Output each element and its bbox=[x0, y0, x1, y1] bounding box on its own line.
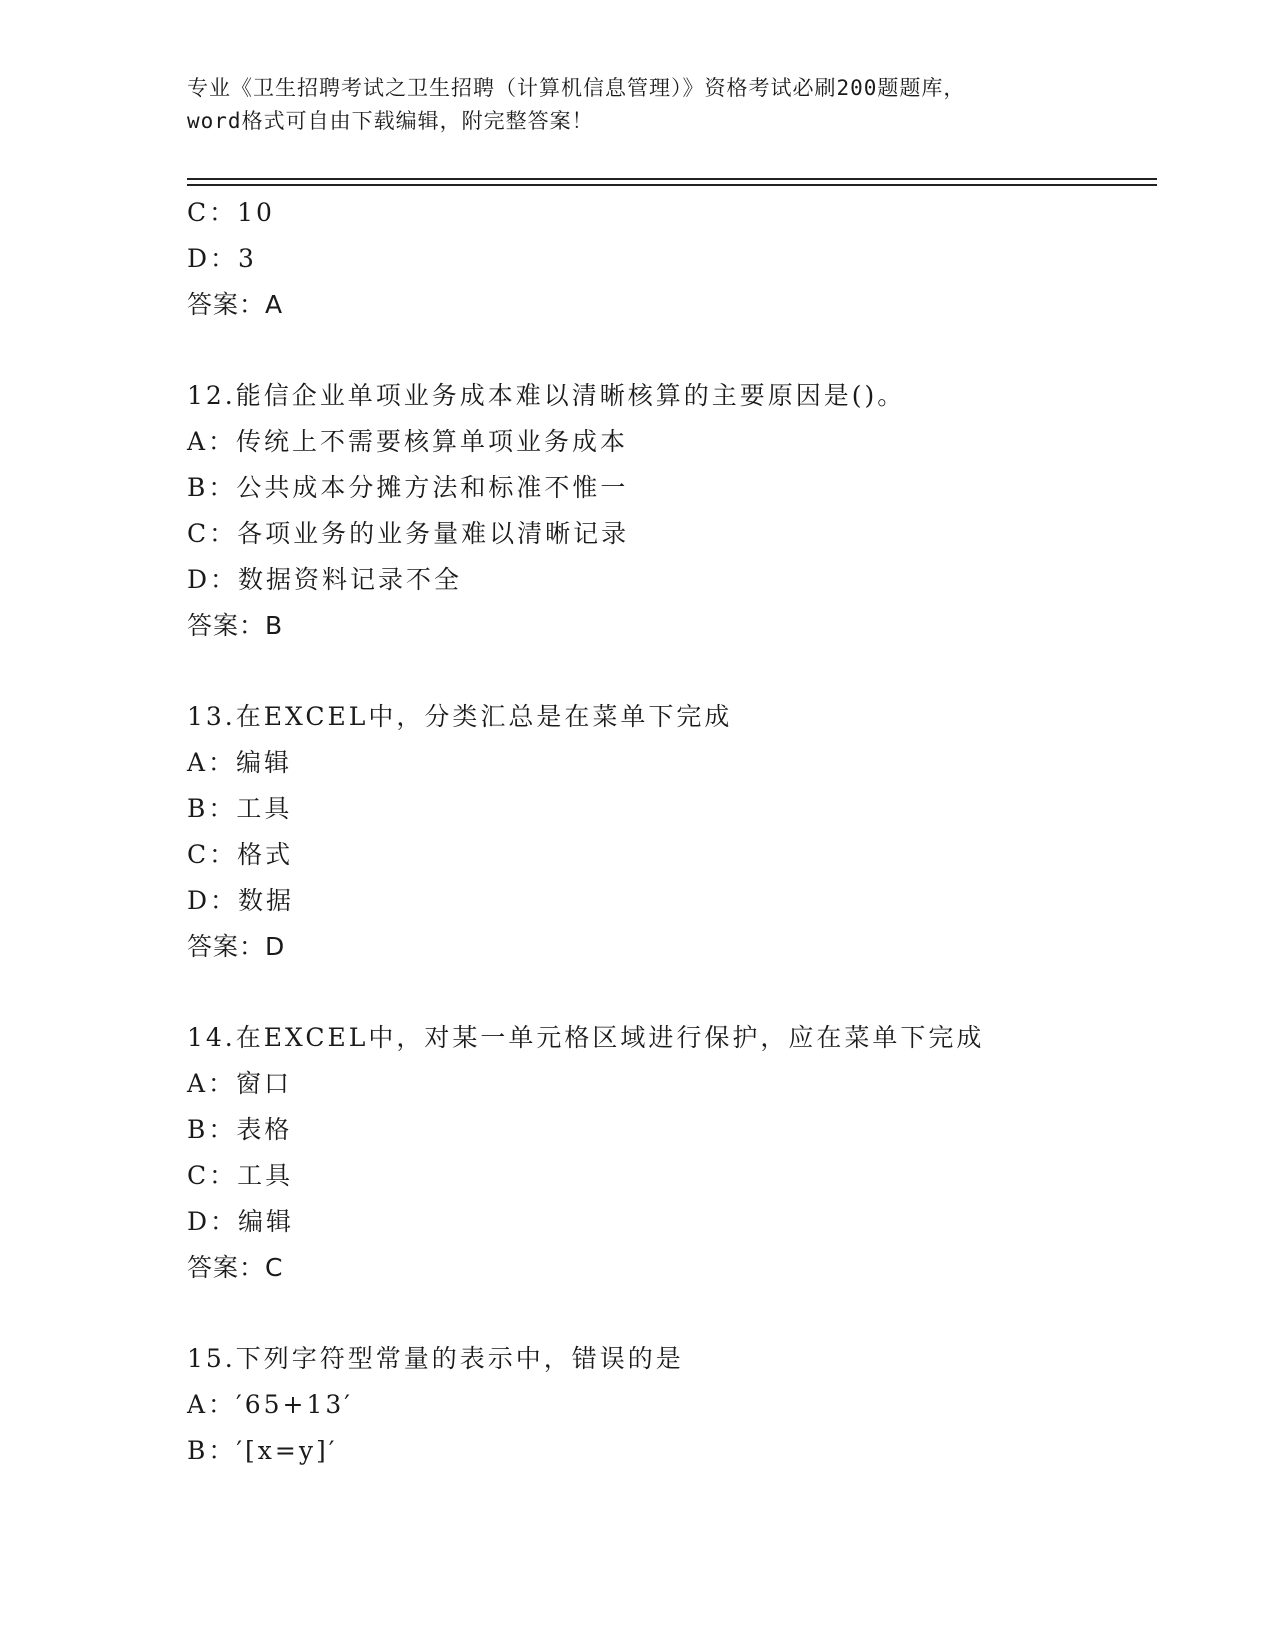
question-block-13 bbox=[187, 694, 1147, 970]
option-b: B：表格 bbox=[187, 1115, 293, 1144]
option-c: C：各项业务的业务量难以清晰记录 bbox=[187, 519, 630, 548]
option-d: D：数据资料记录不全 bbox=[187, 565, 463, 594]
option-d: D：数据 bbox=[187, 886, 295, 915]
header-title-line1: 专业《卫生招聘考试之卫生招聘（计算机信息管理）》资格考试必刷200题题库， bbox=[187, 76, 966, 100]
header-title-line2: word格式可自由下载编辑，附完整答案！ bbox=[187, 109, 594, 133]
option-c: C：格式 bbox=[187, 840, 294, 869]
question-block-prev bbox=[187, 190, 1147, 328]
question-block-14 bbox=[187, 1015, 1147, 1291]
document-header bbox=[187, 72, 1087, 138]
option-b: B：′[x=y]′ bbox=[187, 1436, 338, 1465]
question-block-12 bbox=[187, 373, 1147, 649]
answer-line: 答案：B bbox=[187, 611, 284, 640]
option-a: A：编辑 bbox=[187, 748, 293, 777]
answer-line: 答案：D bbox=[187, 932, 286, 961]
question-text: 14.在EXCEL中，对某一单元格区域进行保护，应在菜单下完成 bbox=[187, 1023, 985, 1052]
option-c: C：工具 bbox=[187, 1161, 294, 1190]
answer-line: 答案：C bbox=[187, 1253, 284, 1282]
header-divider-top bbox=[187, 178, 1157, 180]
option-b: B：公共成本分摊方法和标准不惟一 bbox=[187, 473, 629, 502]
option-d: D：编辑 bbox=[187, 1207, 295, 1236]
option-d: D：3 bbox=[187, 244, 257, 273]
question-block-15 bbox=[187, 1336, 1147, 1474]
question-list bbox=[187, 190, 1147, 1474]
option-a: A：窗口 bbox=[187, 1069, 293, 1098]
question-text: 15.下列字符型常量的表示中，错误的是 bbox=[187, 1344, 684, 1373]
option-c: C：10 bbox=[187, 198, 275, 227]
question-text: 13.在EXCEL中，分类汇总是在菜单下完成 bbox=[187, 702, 733, 731]
option-b: B：工具 bbox=[187, 794, 293, 823]
option-a: A：传统上不需要核算单项业务成本 bbox=[187, 427, 629, 456]
question-text: 12.能信企业单项业务成本难以清晰核算的主要原因是()。 bbox=[187, 381, 906, 410]
header-divider-bottom bbox=[187, 184, 1157, 186]
answer-line: 答案：A bbox=[187, 290, 284, 319]
option-a: A：′65+13′ bbox=[187, 1390, 353, 1419]
